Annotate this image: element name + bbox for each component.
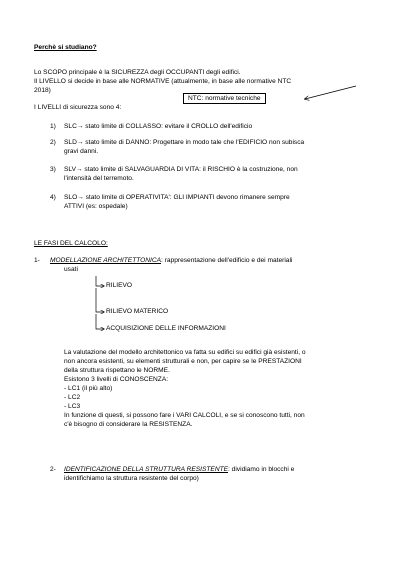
para-line-5: - LC1 (il più alto) — [64, 385, 113, 392]
level-2-cont: gravi danni. — [64, 148, 99, 155]
branch-rilievo-materico: RILIEVO MATERICO — [106, 308, 169, 315]
phase-2-rest: : dividiamo in blocchi e — [228, 466, 295, 473]
para-line-8: In funzione di questi, si possono fare i VARI CALCOLI, e se si conoscono tutti, non — [64, 412, 305, 419]
branch-acquisizione: ACQUISIZIONE DELLE INFORMAZIONI — [106, 325, 226, 332]
branch-rilievo: RILIEVO — [106, 282, 133, 289]
intro-line-3: 2018) — [34, 87, 51, 94]
para-line-2: non ancora esistenti, su elementi strutturali e non, per capire se le PRESTAZIONI — [64, 358, 302, 365]
level-1-num: 1) — [50, 123, 56, 130]
para-line-6: - LC2 — [64, 394, 81, 401]
para-line-9: c'è bisogno di considerare la RESISTENZA. — [64, 421, 193, 428]
level-3-cont: l'intensità del terremoto. — [64, 175, 134, 182]
para-line-1: La valutazione del modello architettonico va fatta su edifici su edifici già esistenti, o — [64, 349, 306, 356]
arrow-rilievo-materico — [96, 288, 104, 312]
phase-1-title: MODELLAZIONE ARCHITETTONICA — [50, 257, 162, 264]
phase-2-num: 2- — [50, 466, 56, 473]
ntc-arrow — [305, 86, 356, 99]
phases-title: LE FASI DEL CALCOLO: — [34, 240, 108, 247]
level-4-num: 4) — [50, 194, 56, 201]
phase-2-cont: identifichiamo la struttura resistente del corpo) — [64, 475, 199, 482]
para-line-3: della struttura rispettano le NORME. — [64, 367, 170, 374]
level-3-num: 3) — [50, 166, 56, 173]
level-4-cont: ATTIVI (es: ospedale) — [64, 203, 128, 210]
level-2-num: 2) — [50, 139, 56, 146]
intro-line-2: Il LIVELLO si decide in base alle NORMATIVE (attualmente, in base alle normative NTC — [34, 78, 292, 85]
phase-2-title: IDENTIFICAZIONE DELLA STRUTTURA RESISTENTE — [64, 466, 229, 473]
phase-1-num: 1- — [34, 257, 40, 264]
phase-1-rest: : rappresentazione dell'edificio e dei materiali — [161, 257, 293, 264]
intro-line-4: I LIVELLI di sicurezza sono 4: — [34, 104, 122, 111]
arrow-rilievo — [96, 276, 104, 286]
phase-1-cont: usati — [64, 266, 78, 273]
para-line-7: - LC3 — [64, 403, 81, 410]
para-line-4: Esistono 3 livelli di CONOSCENZA: — [64, 376, 169, 383]
level-3-text: SLV→ stato limite di SALVAGUARDIA DI VITA: il RISCHIO è la costruzione, non — [64, 166, 298, 173]
arrow-acquisizione — [96, 314, 104, 329]
ntc-box: NTC: normative tecniche — [183, 93, 266, 104]
level-1-text: SLC→ stato limite di COLLASSO: evitare il CROLLO dell'edificio — [64, 123, 253, 130]
level-4-text: SLO→ stato limite di OPERATIVITA': GLI IMPIANTI devono rimanere sempre — [64, 194, 290, 201]
page-heading: Perchè si studiano? — [34, 44, 97, 51]
level-2-text: SLD→ stato limite di DANNO: Progettare in modo tale che l'EDIFICIO non subisca — [64, 139, 305, 146]
intro-line-1: Lo SCOPO principale è la SICUREZZA degli OCCUPANTI degli edifici. — [34, 69, 241, 76]
